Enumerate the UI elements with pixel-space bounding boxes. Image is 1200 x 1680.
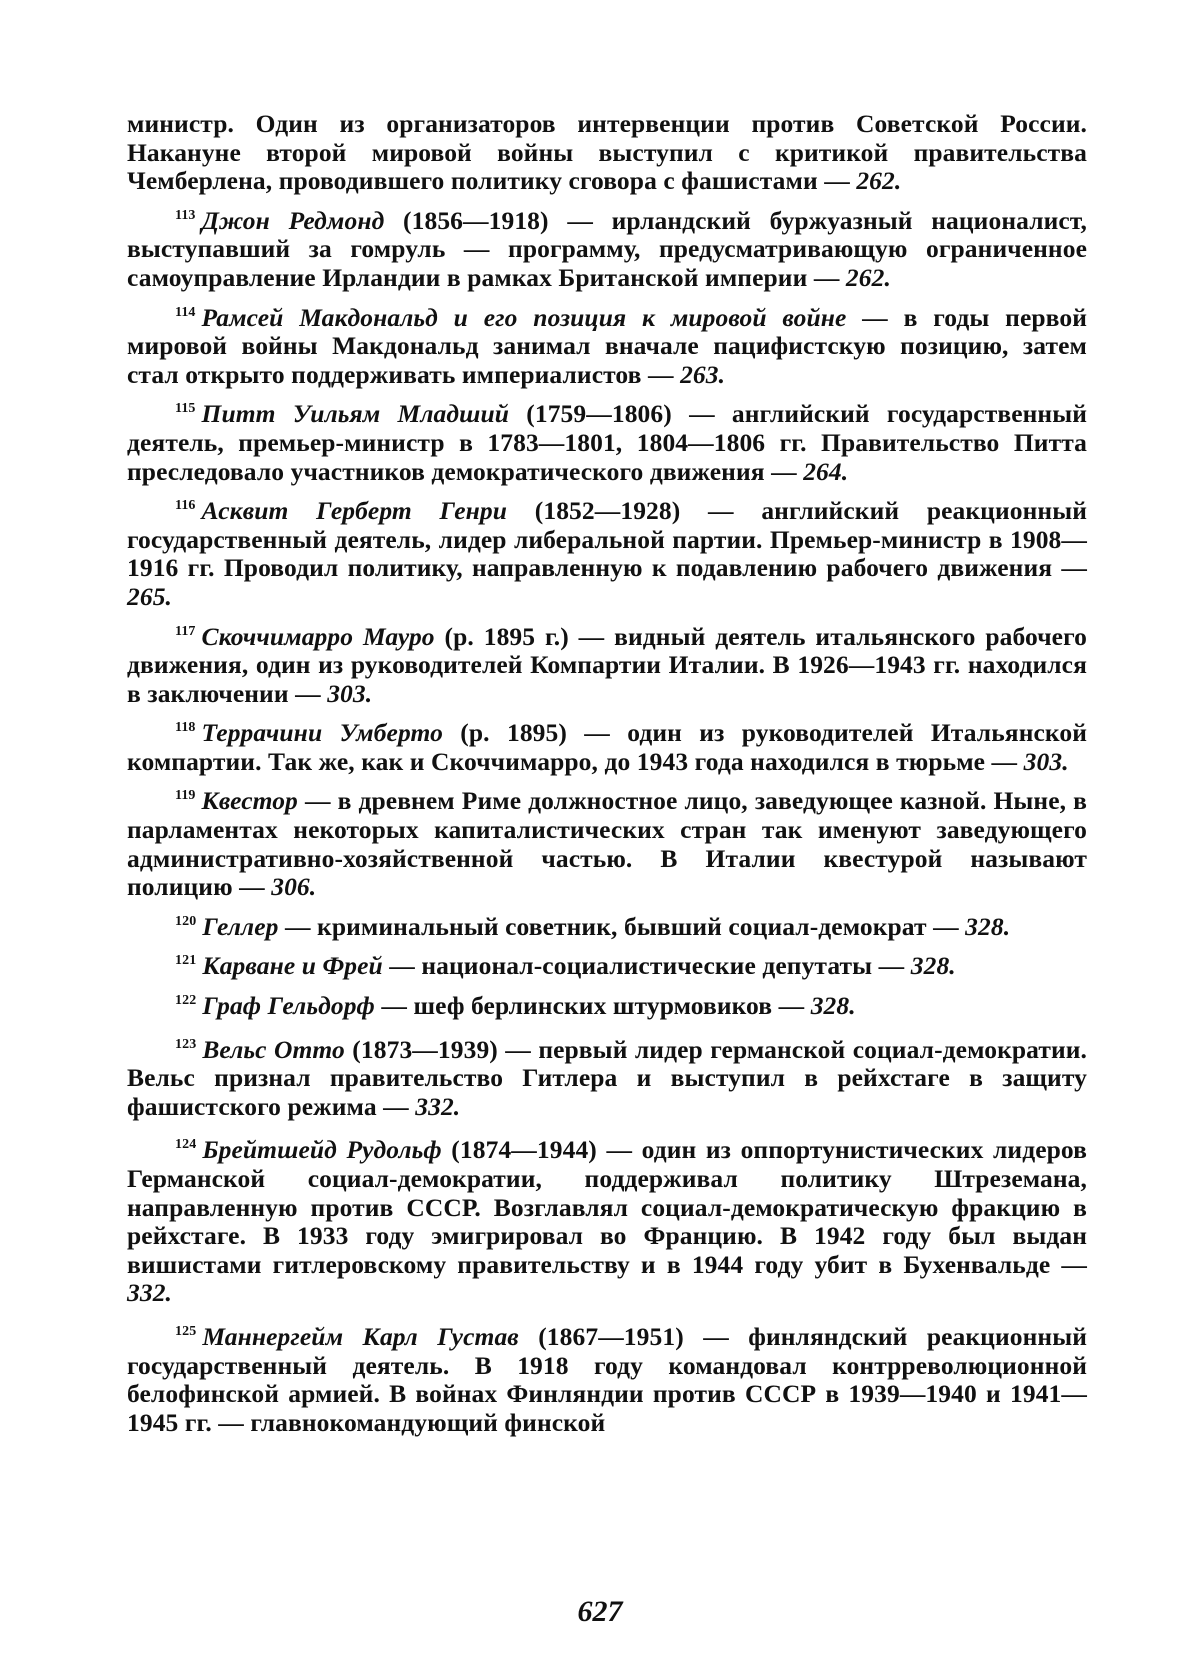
note-heading: Скоччимарро Мауро <box>201 621 435 651</box>
note-119 <box>127 782 1087 901</box>
note-number: 113 <box>175 207 196 223</box>
note-heading: Карване и Фрей <box>202 951 383 981</box>
note-114 <box>127 299 1087 390</box>
note-heading: Асквит Герберт Генри <box>201 496 508 526</box>
note-text: (1759—1806) — английский государственный деятель, премьер-министр в 1783—1801, 1804—1806 гг. Правительство Питта преследовало участников демократического движения — <box>127 399 1087 486</box>
note-number: 115 <box>175 401 196 417</box>
note-heading: Геллер <box>202 911 279 941</box>
note-heading: Квестор <box>201 786 298 816</box>
note-heading: Маннергейм Карл Густав <box>202 1321 519 1351</box>
page-reference: 303. <box>1023 746 1069 776</box>
note-text: — криминальный советник, бывший социал-демократ — <box>278 911 966 941</box>
note-text: — в древнем Риме должностное лицо, заведующее казной. Ныне, в парламентах некоторых капиталистических стран так именуют заведующего административно-хозяйственной частью. В Италии квестурой называют полицию — <box>127 786 1087 902</box>
note-125 <box>127 1318 1087 1437</box>
note-116 <box>127 492 1087 611</box>
note-124 <box>127 1131 1087 1308</box>
notes-column <box>127 110 1087 1443</box>
note-number: 120 <box>175 913 197 929</box>
note-heading: Рамсей Макдональд и его позиция к мировой войне <box>201 302 847 332</box>
note-123 <box>127 1031 1087 1122</box>
note-number: 119 <box>175 788 196 804</box>
page-reference: 328. <box>910 951 956 981</box>
note-text: (р. 1895) — один из руководителей Итальянской компартии. Так же, как и Скоччимарро, до 1943 года находился в тюрьме — <box>127 718 1087 776</box>
note-118 <box>127 714 1087 776</box>
note-number: 122 <box>175 993 197 1009</box>
note-heading: Террачини Умберто <box>201 718 443 748</box>
note-text: (1874—1944) — один из оппортунистических лидеров Германской социал-демократии, поддерживал политику Штреземана, направленную против СССР. Возглавлял социал-демократическую фракцию в рейхстаге. В 1933 году эмигрировал во Францию. В 1942 году был выдан вишистами гитлеровскому правительству и в 1944 году убит в Бухенвальде — <box>127 1135 1087 1279</box>
page-reference: 332. <box>127 1278 173 1308</box>
page-reference: 306. <box>271 872 317 902</box>
note-113 <box>127 202 1087 293</box>
note-text: (1852—1928) — английский реакционный государственный деятель, лидер либеральной партии. Премьер-министр в 1908—1916 гг. Проводил политику, направленную к подавлению рабочего движения — <box>127 496 1088 583</box>
note-heading: Вельс Отто <box>202 1034 345 1064</box>
note-122 <box>127 987 1087 1021</box>
note-text: (1856—1918) — ирландский буржуазный националист, выступавший за гомруль — программу, предусматривающую ограниченное самоуправление Ирландии в рамках Британской империи — <box>127 205 1087 292</box>
note-number: 114 <box>175 304 196 320</box>
note-number: 125 <box>175 1323 197 1339</box>
note-text: — шеф берлинских штурмовиков — <box>374 991 811 1021</box>
page-reference: 303. <box>327 678 373 708</box>
continuation-paragraph <box>127 110 1087 196</box>
page-reference: 263. <box>680 359 726 389</box>
note-text: — в годы первой мировой войны Макдональд занимал вначале пацифистскую позицию, затем стал открыто поддерживать империалистов — <box>127 302 1087 389</box>
page-reference: 328. <box>965 911 1011 941</box>
note-heading: Брейтшейд Рудольф <box>202 1135 442 1165</box>
note-heading: Граф Гельдорф <box>202 991 375 1021</box>
note-number: 123 <box>175 1036 197 1052</box>
note-115 <box>127 395 1087 486</box>
note-number: 116 <box>175 498 196 514</box>
note-120 <box>127 908 1087 942</box>
paragraph-text: министр. Один из организаторов интервенции против Советской России. Накануне второй мировой войны выступил с критикой правительства Чемберлена, проводившего политику сговора с фашистами — <box>127 109 1087 196</box>
note-117 <box>127 618 1087 709</box>
note-number: 117 <box>175 623 196 639</box>
note-number: 124 <box>175 1137 197 1153</box>
page-reference: 262. <box>856 166 902 196</box>
note-number: 118 <box>175 720 196 736</box>
note-text: — национал-социалистические депутаты — <box>382 951 911 981</box>
page-reference: 265. <box>127 581 173 611</box>
note-heading: Питт Уильям Младший <box>201 399 510 429</box>
page-reference: 262. <box>845 262 891 292</box>
note-number: 121 <box>175 953 197 969</box>
note-text: (1867—1951) — финляндский реакционный государственный деятель. В 1918 году командовал контрреволюционной белофинской армией. В войнах Финляндии против СССР в 1939—1940 и 1941—1945 гг. — главнокомандующий финской <box>127 1321 1088 1437</box>
page-reference: 264. <box>803 456 849 486</box>
note-121 <box>127 947 1087 981</box>
page-number: 627 <box>577 1595 623 1628</box>
note-text: (р. 1895 г.) — видный деятель итальянского рабочего движения, один из руководителей Компартии Италии. В 1926—1943 гг. находился в заключении — <box>127 621 1087 708</box>
page-reference: 328. <box>810 991 856 1021</box>
note-text: (1873—1939) — первый лидер германской социал-демократии. Вельс признал правительство Гитлера и выступил в рейхстаге в защиту фашистского режима — <box>127 1034 1088 1121</box>
page-reference: 332. <box>415 1091 461 1121</box>
note-heading: Джон Редмонд <box>201 205 385 235</box>
